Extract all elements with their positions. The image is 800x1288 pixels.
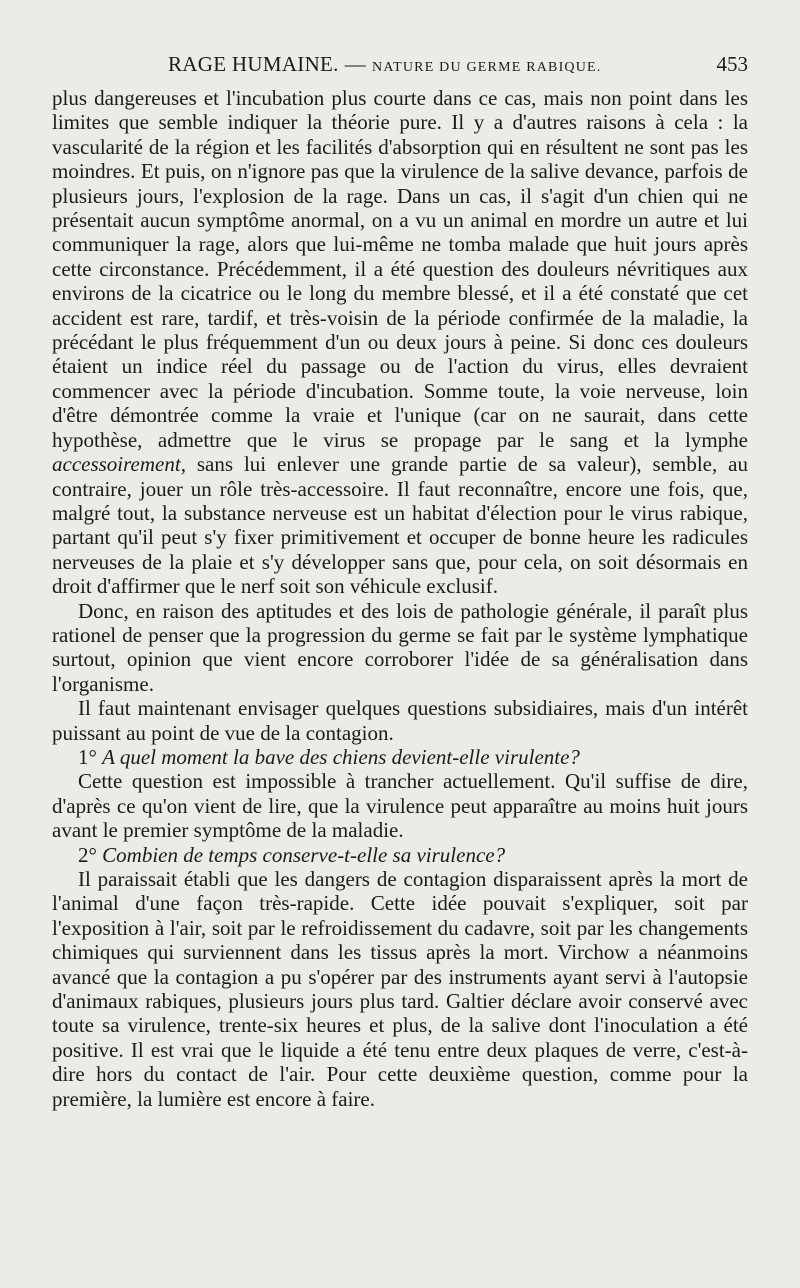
running-header-text xyxy=(168,52,602,77)
question-number: 2° xyxy=(78,842,97,867)
question-1 xyxy=(52,745,748,769)
paragraph-text: , sans lui enlever une grande partie de sa valeur), semble, au contraire, jouer un rôle très-accessoire. Il faut reconnaître, encore une fois, que, malgré tout, la substance nerveuse est un habitat d'élection pour le virus rabique, partant qu'il peut s'y fixer primitivement et occuper de bonne heure les radicules nerveuses de la plaie et s'y développer sans que, pour cela, on soit désormais en droit d'affirmer que le nerf soit son véhicule exclusif. xyxy=(52,452,748,599)
header-subtitle: NATURE DU GERME RABIQUE. xyxy=(372,60,602,75)
question-2 xyxy=(52,843,748,867)
paragraph-text: plus dangereuses et l'incubation plus courte dans ce cas, mais non point dans les limites que semble indiquer la théorie pure. Il y a d'autres raisons à cela : la vascularité de la région et les facilités d'absorption qui en résultent ne sont pas les moindres. Et puis, on n'ignore pas que la virulence de la salive devance, parfois de plusieurs jours, l'explosion de la rage. Dans un cas, il s'agit d'un chien qui ne présentait aucun symptôme anormal, on a vu un animal en mordre un autre et lui communiquer la rage, alors que lui-même ne tomba malade que huit jours après cette circonstance. Précédemment, il a été question des douleurs névritiques aux environs de la cicatrice ou le long du membre blessé, et il a été constaté que cet accident est rare, tardif, et très-voisin de la période confirmée de la maladie, la précédant le plus fréquemment d'un ou deux jours à peine. Si donc ces douleurs étaient un indice réel du passage ou de l'action du virus, elles devraient commencer avec la période d'incubation. Somme toute, la voie nerveuse, loin d'être démontrée comme la vraie et l'unique (car on ne saurait, dans cette hypothèse, admettre que le virus se propage par le sang et la lymphe xyxy=(52,86,748,452)
header-dash: — xyxy=(344,52,367,76)
running-header xyxy=(168,52,748,80)
paragraph-lymphatic: Donc, en raison des aptitudes et des lois de pathologie générale, il paraît plus rationel de penser que la progression du germe se fait par le système lymphatique surtout, opinion que vient encore corroborer l'idée de sa généralisation dans l'organisme. xyxy=(52,598,748,696)
paragraph-continued xyxy=(52,86,748,599)
italic-term: accessoirement xyxy=(52,452,181,477)
header-title: RAGE HUMAINE. xyxy=(168,52,339,76)
question-text: Combien de temps conserve-t-elle sa virulence? xyxy=(102,842,506,867)
question-number: 1° xyxy=(78,744,97,769)
page-number: 453 xyxy=(716,52,748,76)
body-text xyxy=(52,86,748,1111)
paragraph-answer-1: Cette question est impossible à trancher actuellement. Qu'il suffise de dire, d'après ce qu'on vient de lire, que la virulence peut apparaître au moins huit jours avant le premier symptôme de la maladie. xyxy=(52,769,748,843)
paragraph-answer-2: Il paraissait établi que les dangers de contagion disparaissent après la mort de l'animal d'une façon très-rapide. Cette idée pouvait s'expliquer, soit par l'exposition à l'air, soit par le refroidissement du cadavre, soit par les changements chimiques qui surviennent dans les tissus après la mort. Virchow a néanmoins avancé que la contagion a pu s'opérer par des instruments ayant servi à l'autopsie d'animaux rabiques, plusieurs jours plus tard. Galtier déclare avoir conservé avec toute sa virulence, trente-six heures et plus, de la salive dont l'inoculation a été positive. Il est vrai que le liquide a été tenu entre deux plaques de verre, c'est-à-dire hors du contact de l'air. Pour cette deuxième question, comme pour la première, la lumière est encore à faire. xyxy=(52,867,748,1111)
question-text: A quel moment la bave des chiens devient-elle virulente? xyxy=(102,744,580,769)
paragraph-subsidiary-questions: Il faut maintenant envisager quelques questions subsidiaires, mais d'un intérêt puissant au point de vue de la contagion. xyxy=(52,696,748,745)
